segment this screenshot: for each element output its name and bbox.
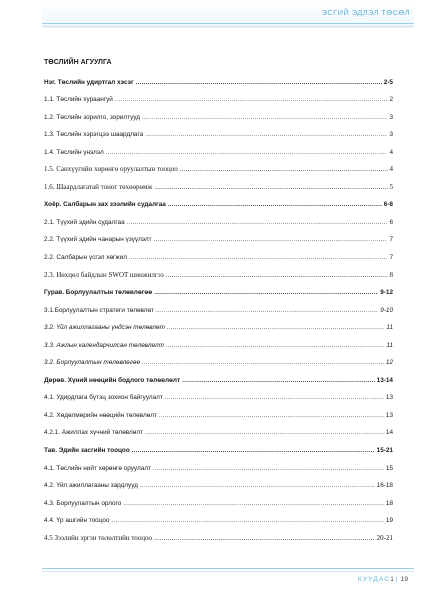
- footer-divider-secondary: [42, 571, 414, 572]
- toc-entry-page: 16-18: [376, 482, 393, 490]
- toc-entry-page: 9-12: [380, 289, 393, 297]
- toc-chapter-row[interactable]: [44, 192, 393, 210]
- toc-section-row[interactable]: [44, 174, 393, 192]
- toc-dot-leader: [168, 200, 382, 209]
- toc-dot-leader: [106, 148, 388, 157]
- toc-entry-page: 6: [389, 218, 393, 226]
- toc-entry-page: 15: [385, 464, 393, 472]
- toc-entry-label: 1.6. Шаардлагатай тоног төхөөрөмж: [44, 182, 153, 191]
- toc-chapter-row[interactable]: [44, 280, 393, 298]
- toc-entry-page: 2-5: [383, 78, 393, 86]
- toc-entry-page: 11: [386, 324, 393, 332]
- toc-entry-page: 13-14: [376, 376, 393, 384]
- toc-section-row[interactable]: [44, 455, 393, 473]
- toc-section-row[interactable]: [44, 87, 393, 105]
- toc-dot-leader: [142, 113, 387, 122]
- toc-dot-leader: [156, 306, 378, 315]
- toc-dot-leader: [129, 253, 388, 262]
- toc-section-row[interactable]: [44, 508, 393, 526]
- toc-entry-page: 14: [385, 429, 393, 437]
- toc-dot-leader: [111, 516, 383, 525]
- toc-section-row[interactable]: [44, 490, 393, 508]
- toc-section-row[interactable]: [44, 402, 393, 420]
- toc-entry-label: 2.2. Салбарын үсгэл хөгжил: [44, 254, 127, 262]
- toc-title: ТӨСЛИЙН АГУУЛГА: [44, 59, 112, 66]
- toc-entry-label: 1.1. Төслийн хураангуй: [44, 96, 113, 104]
- toc-section-row[interactable]: [44, 473, 393, 491]
- toc-entry-label: Хоёр. Салбарын зах зээлийн судалгаа: [44, 201, 166, 209]
- toc-chapter-row[interactable]: [44, 69, 393, 87]
- toc-entry-page: 13: [385, 411, 393, 419]
- toc-entry-label: 1.2. Төслийн зорилго, зорилтууд: [44, 113, 140, 121]
- toc-section-row[interactable]: [44, 157, 393, 175]
- table-of-contents: [44, 57, 393, 543]
- toc-section-row[interactable]: [44, 104, 393, 122]
- toc-entry-page: 8: [389, 270, 393, 279]
- toc-entries: [44, 69, 393, 543]
- toc-entry-page: 7: [389, 236, 393, 244]
- header-divider-secondary: [42, 26, 414, 27]
- toc-section-row[interactable]: [44, 139, 393, 157]
- toc-dot-leader: [182, 376, 375, 385]
- toc-chapter-row[interactable]: [44, 367, 393, 385]
- toc-entry-label: 4.5 Зээлийн эргэн төлөлтийн тооцоо: [44, 533, 153, 542]
- toc-section-row[interactable]: [44, 227, 393, 245]
- toc-entry-label: 1.5. Санхүүгийн хөрөнгө оруулалтын тооцоо: [44, 165, 178, 174]
- toc-dot-leader: [145, 428, 384, 437]
- toc-section-row[interactable]: [44, 385, 393, 403]
- toc-section-row[interactable]: [44, 244, 393, 262]
- toc-entry-label: 4.4. Үр ашгийн тооцоо: [44, 517, 110, 525]
- toc-entry-page: 7: [389, 254, 393, 262]
- toc-dot-leader: [123, 499, 384, 508]
- toc-entry-page: 20-21: [376, 533, 393, 542]
- toc-section-row[interactable]: [44, 209, 393, 227]
- toc-entry-label: Тав. Эдийн засгийн тооцоо: [44, 447, 130, 455]
- toc-entry-page: 12: [385, 359, 393, 367]
- toc-dot-leader: [165, 393, 384, 402]
- toc-entry-page: 11: [386, 341, 393, 349]
- toc-entry-page: 2: [389, 96, 393, 104]
- page-number: 1: [390, 576, 394, 583]
- toc-entry-page: 13: [385, 394, 393, 402]
- toc-dot-leader: [127, 218, 388, 227]
- header-title: ЭСГИЙ ЭДЛЭЛ ТӨСӨЛ: [321, 8, 410, 17]
- footer-divider: [42, 568, 414, 569]
- toc-entry-page: 9-10: [380, 306, 393, 314]
- toc-entry-page: 3: [389, 131, 393, 139]
- toc-entry-page: 15-21: [376, 447, 393, 455]
- toc-entry-page: 3: [389, 113, 393, 121]
- toc-entry-label: 4.2.1. Ажиллах хүчний төлөвлөлт: [44, 429, 143, 437]
- toc-entry-label: 2.2. Түүхий эдийн чанарын үзүүлэлт: [44, 236, 152, 244]
- toc-section-row[interactable]: [44, 315, 393, 333]
- toc-section-row[interactable]: [44, 297, 393, 315]
- toc-entry-label: 4.1. Төслийн нийт хөрөнгө оруулалт: [44, 464, 151, 472]
- toc-entry-label: 3.2. Борлуулалтын төлөвлөгөө: [44, 359, 140, 367]
- toc-dot-leader: [154, 183, 387, 192]
- toc-section-row[interactable]: [44, 350, 393, 368]
- footer-label: КУУДАС: [357, 576, 391, 583]
- toc-entry-page: 6-8: [383, 201, 393, 209]
- toc-entry-page: 19: [385, 517, 393, 525]
- toc-dot-leader: [136, 78, 382, 87]
- toc-entry-label: 3.1.Борлуулалтын стратеги төлөвлөт: [44, 306, 154, 314]
- toc-dot-leader: [154, 235, 388, 244]
- toc-chapter-row[interactable]: [44, 437, 393, 455]
- toc-entry-label: Нэг. Төслийн удиртгал хэсэг: [44, 78, 134, 86]
- toc-dot-leader: [132, 446, 375, 455]
- toc-entry-page: 18: [385, 499, 393, 507]
- toc-entry-label: Гурав. Борлуулалтын төлөвлөгөө: [44, 289, 153, 297]
- toc-entry-label: Дөрөв. Хүний нөөцийн бодлого төлөвлөлт: [44, 376, 181, 384]
- header-divider: [42, 23, 414, 24]
- toc-dot-leader: [159, 411, 384, 420]
- toc-entry-page: 4: [389, 165, 393, 174]
- toc-entry-label: 4.1. Удирдлага бүтэц зохион байгуулалт: [44, 394, 163, 402]
- toc-entry-label: 1.3. Төслийн хэрэгцээ шаардлага: [44, 131, 144, 139]
- toc-dot-leader: [140, 481, 375, 490]
- toc-dot-leader: [115, 95, 388, 104]
- page-total: 19: [400, 576, 408, 583]
- toc-entry-label: 2.1. Түүхий эдийн судалгаа: [44, 218, 125, 226]
- toc-entry-page: 4: [389, 148, 393, 156]
- toc-section-row[interactable]: [44, 332, 393, 350]
- toc-entry-label: 3.2. Үйл ажиллагааны үндсэн төлөвлөт: [44, 324, 165, 332]
- toc-entry-label: 4.3. Борлуулалтын орлого: [44, 499, 122, 507]
- toc-dot-leader: [142, 358, 384, 367]
- toc-entry-label: 3.3. Ажлын календарчилсан төлөвлөлт: [44, 341, 164, 349]
- toc-entry-label: 4.2. Хөдөлмөрийн нөөцийн төлөвлөлт: [44, 411, 157, 419]
- toc-entry-label: 2.3. Нөхцөл байдлын SWOT шинжилгээ: [44, 270, 164, 279]
- footer-separator: |: [395, 576, 399, 583]
- toc-dot-leader: [154, 534, 375, 543]
- toc-dot-leader: [180, 165, 388, 174]
- page-footer: [358, 576, 408, 583]
- toc-section-row[interactable]: [44, 525, 393, 543]
- toc-dot-leader: [166, 271, 388, 280]
- toc-dot-leader: [153, 464, 384, 473]
- toc-entry-label: 1.4. Төслийн үнэлэл: [44, 148, 104, 156]
- toc-dot-leader: [145, 130, 387, 139]
- toc-dot-leader: [166, 341, 384, 350]
- toc-dot-leader: [167, 323, 384, 332]
- toc-section-row[interactable]: [44, 262, 393, 280]
- toc-entry-label: 4.2. Үйл ажиллагааны зардлууд: [44, 482, 138, 490]
- toc-section-row[interactable]: [44, 420, 393, 438]
- toc-section-row[interactable]: [44, 122, 393, 140]
- toc-dot-leader: [154, 288, 378, 297]
- toc-entry-page: 5: [389, 182, 393, 191]
